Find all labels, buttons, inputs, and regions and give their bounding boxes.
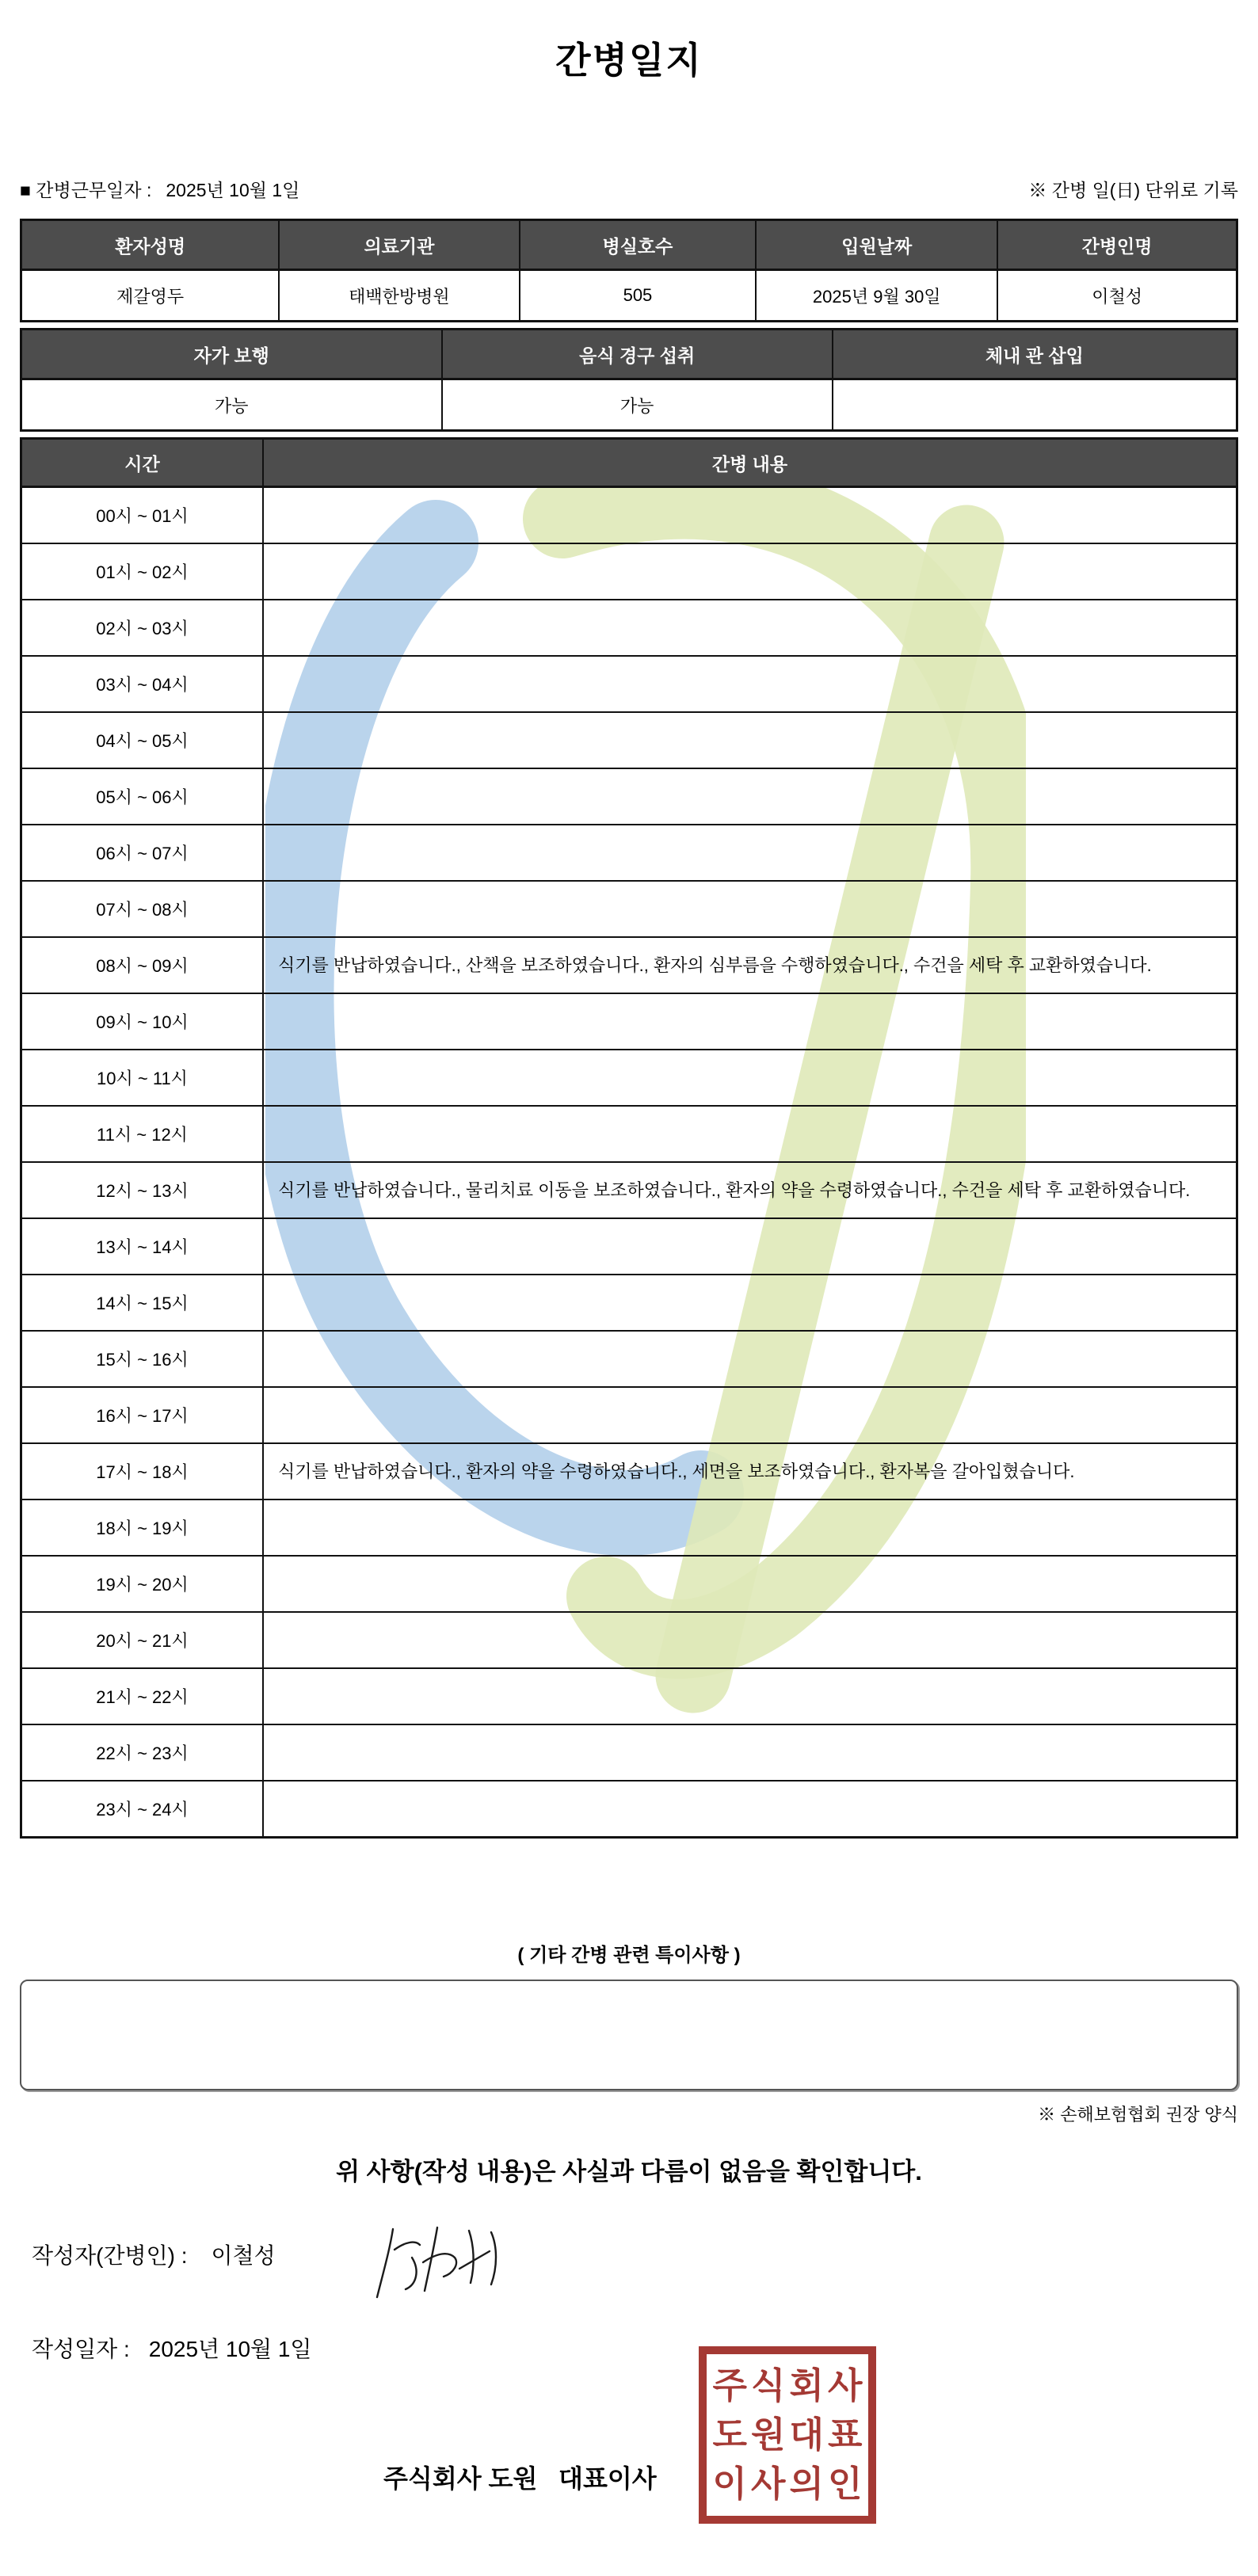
table-row [22, 543, 1236, 599]
time-cell: 18시 ~ 19시 [22, 1500, 264, 1555]
care-content-cell: 식기를 반납하였습니다., 산책을 보조하였습니다., 환자의 심부름을 수행하였습니다., 수건을 세탁 후 교환하였습니다. [278, 955, 1152, 975]
page-title: 간병일지 [555, 40, 703, 81]
special-notes-box [20, 1980, 1238, 2090]
work-date-value: 2025년 10월 1일 [166, 180, 300, 200]
table-row [22, 768, 1236, 824]
table-row [22, 1105, 1236, 1161]
writer-name: 이철성 [211, 2243, 276, 2268]
meta-row [20, 176, 1238, 202]
write-date-value: 2025년 10월 1일 [148, 2337, 312, 2361]
care-content-cell [264, 488, 1236, 543]
header-time: 시간 [22, 440, 264, 486]
care-content-cell [264, 713, 1236, 768]
care-log-header-row [22, 440, 1236, 488]
time-cell: 14시 ~ 15시 [22, 1275, 264, 1330]
care-log-body [22, 488, 1236, 1836]
table-row [22, 880, 1236, 936]
value-medical-institution: 태백한방병원 [278, 271, 518, 320]
header-care-content: 간병 내용 [264, 440, 1236, 486]
time-cell: 07시 ~ 08시 [22, 882, 264, 936]
care-content-cell [264, 1500, 1236, 1555]
value-self-walking: 가능 [215, 395, 249, 416]
care-log-table [20, 437, 1238, 1839]
time-cell: 17시 ~ 18시 [22, 1444, 264, 1499]
time-cell: 20시 ~ 21시 [22, 1613, 264, 1667]
value-patient-name: 제갈영두 [116, 286, 185, 307]
care-content-cell: 식기를 반납하였습니다., 물리치료 이동을 보조하였습니다., 환자의 약을 수령하였습니다., 수건을 세탁 후 교환하였습니다. [278, 1179, 1191, 1200]
table-row [22, 1611, 1236, 1667]
care-content-cell [264, 1669, 1236, 1724]
time-cell: 08시 ~ 09시 [22, 938, 264, 993]
header-admission-date: 입원날짜 [755, 221, 997, 269]
value-caregiver-name: 이철성 [997, 271, 1236, 320]
unit-note: ※ 간병 일(日) 단위로 기록 [1028, 180, 1238, 200]
patient-status-value-row [22, 380, 1236, 429]
time-cell: 09시 ~ 10시 [22, 994, 264, 1049]
care-content-cell [264, 882, 1236, 936]
care-content-cell [264, 1388, 1236, 1442]
value-admission-date: 2025년 9월 30일 [755, 271, 997, 320]
time-cell: 12시 ~ 13시 [22, 1163, 264, 1218]
table-row [22, 1330, 1236, 1386]
care-content-cell [264, 825, 1236, 880]
care-content-cell [264, 1613, 1236, 1667]
care-content-cell [264, 1557, 1236, 1611]
table-row [22, 1161, 1236, 1218]
time-cell: 02시 ~ 03시 [22, 600, 264, 655]
time-cell: 04시 ~ 05시 [22, 713, 264, 768]
time-cell: 22시 ~ 23시 [22, 1725, 264, 1780]
confirmation-statement: 위 사항(작성 내용)은 사실과 다름이 없음을 확인합니다. [336, 2158, 922, 2185]
time-cell: 21시 ~ 22시 [22, 1669, 264, 1724]
stamp-line-2: 도원대표 [712, 2414, 867, 2455]
care-content-cell [264, 600, 1236, 655]
work-date-label: ■ 간병근무일자 : [20, 180, 152, 200]
stamp-line-1: 주식회사 [712, 2365, 867, 2406]
header-patient-name: 환자성명 [22, 221, 278, 269]
time-cell: 10시 ~ 11시 [22, 1050, 264, 1105]
value-oral-intake: 가능 [441, 380, 832, 429]
table-row [22, 1667, 1236, 1724]
time-cell: 15시 ~ 16시 [22, 1332, 264, 1386]
time-cell: 11시 ~ 12시 [22, 1107, 264, 1161]
work-date-line [20, 176, 299, 202]
table-row [22, 1555, 1236, 1611]
table-row [22, 936, 1236, 993]
patient-info-value-row [22, 271, 1236, 320]
care-content-cell: 식기를 반납하였습니다., 환자의 약을 수령하였습니다., 세면을 보조하였습니다., 환자복을 갈아입혔습니다. [278, 1461, 1075, 1481]
table-row [22, 1442, 1236, 1499]
care-content-cell [264, 1107, 1236, 1161]
care-content-cell [264, 1332, 1236, 1386]
patient-info-table [20, 219, 1238, 322]
table-row [22, 1049, 1236, 1105]
signature-scribble [371, 2223, 521, 2305]
patient-status-header-row [22, 330, 1236, 380]
form-note: ※ 손해보험협회 권장 양식 [1038, 2105, 1238, 2124]
company-ceo-line: 주식회사 도원 대표이사 [383, 2464, 657, 2493]
table-row [22, 488, 1236, 543]
care-content-cell [264, 769, 1236, 824]
write-date-label: 작성일자 : [32, 2337, 130, 2361]
time-cell: 03시 ~ 04시 [22, 657, 264, 711]
value-room-number: 505 [519, 271, 756, 320]
write-date-line [32, 2332, 311, 2364]
tables-stack [20, 219, 1238, 1839]
time-cell: 05시 ~ 06시 [22, 769, 264, 824]
care-content-cell [264, 657, 1236, 711]
table-row [22, 1274, 1236, 1330]
time-cell: 06시 ~ 07시 [22, 825, 264, 880]
header-medical-institution: 의료기관 [278, 221, 518, 269]
care-content-cell [264, 1219, 1236, 1274]
care-content-cell [264, 1050, 1236, 1105]
care-content-cell [264, 1725, 1236, 1780]
table-row [22, 711, 1236, 768]
table-row [22, 1780, 1236, 1836]
header-caregiver-name: 간병인명 [997, 221, 1236, 269]
company-stamp [699, 2346, 876, 2524]
table-row [22, 1386, 1236, 1442]
writer-label: 작성자(간병인) : [32, 2243, 188, 2268]
time-cell: 19시 ~ 20시 [22, 1557, 264, 1611]
care-content-cell [264, 1275, 1236, 1330]
time-cell: 00시 ~ 01시 [22, 488, 264, 543]
header-oral-intake: 음식 경구 섭취 [441, 330, 832, 378]
stamp-line-3: 이사의인 [712, 2464, 867, 2504]
table-row [22, 824, 1236, 880]
table-row [22, 655, 1236, 711]
time-cell: 16시 ~ 17시 [22, 1388, 264, 1442]
patient-info-header-row [22, 221, 1236, 271]
care-content-cell [264, 994, 1236, 1049]
header-internal-tube: 체내 관 삽입 [832, 330, 1236, 378]
care-content-cell [264, 1781, 1236, 1836]
table-row [22, 993, 1236, 1049]
table-row [22, 1724, 1236, 1780]
special-notes-title: ( 기타 간병 관련 특이사항 ) [517, 1945, 741, 1966]
table-row [22, 1218, 1236, 1274]
time-cell: 23시 ~ 24시 [22, 1781, 264, 1836]
care-content-cell [264, 544, 1236, 599]
time-cell: 13시 ~ 14시 [22, 1219, 264, 1274]
table-row [22, 1499, 1236, 1555]
special-notes-section [20, 1939, 1238, 2126]
value-internal-tube [832, 380, 1236, 429]
header-room-number: 병실호수 [519, 221, 756, 269]
writer-line [32, 2239, 276, 2270]
time-cell: 01시 ~ 02시 [22, 544, 264, 599]
patient-status-table [20, 328, 1238, 432]
table-row [22, 599, 1236, 655]
header-self-walking: 자가 보행 [22, 330, 441, 378]
